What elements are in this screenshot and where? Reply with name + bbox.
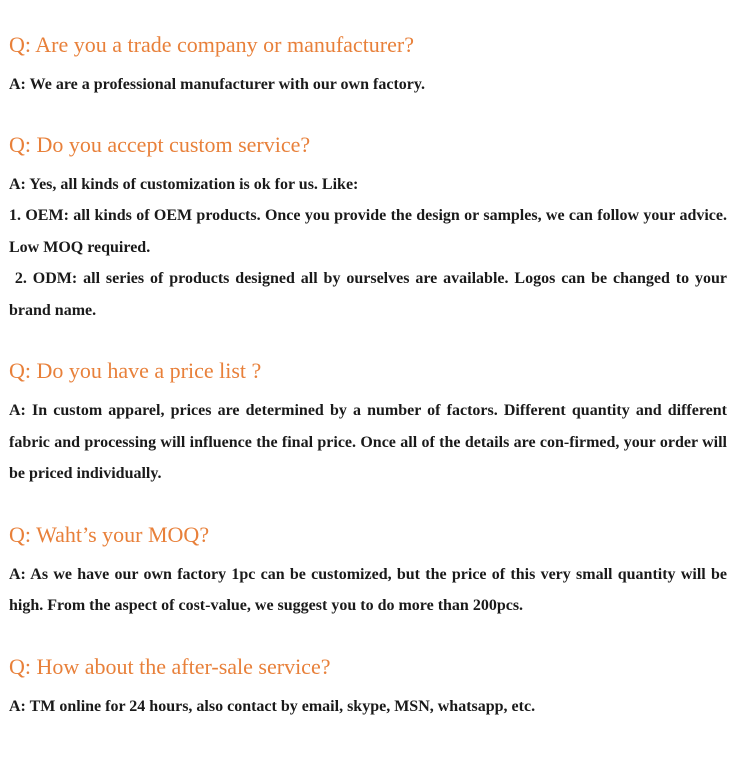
faq-answer-line: A: We are a professional manufacturer with our own factory. <box>9 76 425 93</box>
faq-item-after-sale <box>9 652 727 723</box>
faq-answer <box>9 691 727 723</box>
faq-question: Q: Do you accept custom service? <box>9 131 311 157</box>
faq-question: Q: Waht’s your MOQ? <box>9 521 210 547</box>
faq-answer <box>9 395 727 490</box>
faq-item-price-list <box>9 356 727 490</box>
faq-answer <box>9 559 727 622</box>
faq-item-custom-service <box>9 130 732 327</box>
faq-question: Q: How about the after-sale service? <box>9 653 331 679</box>
faq-question: Q: Are you a trade company or manufacturer? <box>9 32 414 57</box>
faq-answer <box>9 169 732 327</box>
faq-item-moq <box>9 520 727 622</box>
faq-list <box>9 30 732 750</box>
faq-answer <box>9 69 727 101</box>
faq-answer-line-oem: 1. OEM: all kinds of OEM products. Once you provide the design or samples, we can follow your advice. Low MOQ required. <box>9 207 727 256</box>
faq-question: Q: Do you have a price list ? <box>9 358 262 383</box>
faq-answer-line: A: As we have our own factory 1pc can be customized, but the price of this very small quantity will be high. From the aspect of cost-value, we suggest you to do more than 200pcs. <box>9 565 727 614</box>
faq-answer-line: A: In custom apparel, prices are determined by a number of factors. Different quantity and different fabric and processing will influence the final price. Once all of the details are con-firmed, your order will be priced individually. <box>9 402 727 482</box>
faq-item-trade-company <box>9 30 727 101</box>
faq-answer-line: A: TM online for 24 hours, also contact by email, skype, MSN, whatsapp, etc. <box>9 697 536 715</box>
faq-answer-line: A: Yes, all kinds of customization is ok for us. Like: <box>9 175 359 193</box>
faq-answer-line-odm: 2. ODM: all series of products designed all by ourselves are available. Logos can be changed to your brand name. <box>9 270 732 319</box>
